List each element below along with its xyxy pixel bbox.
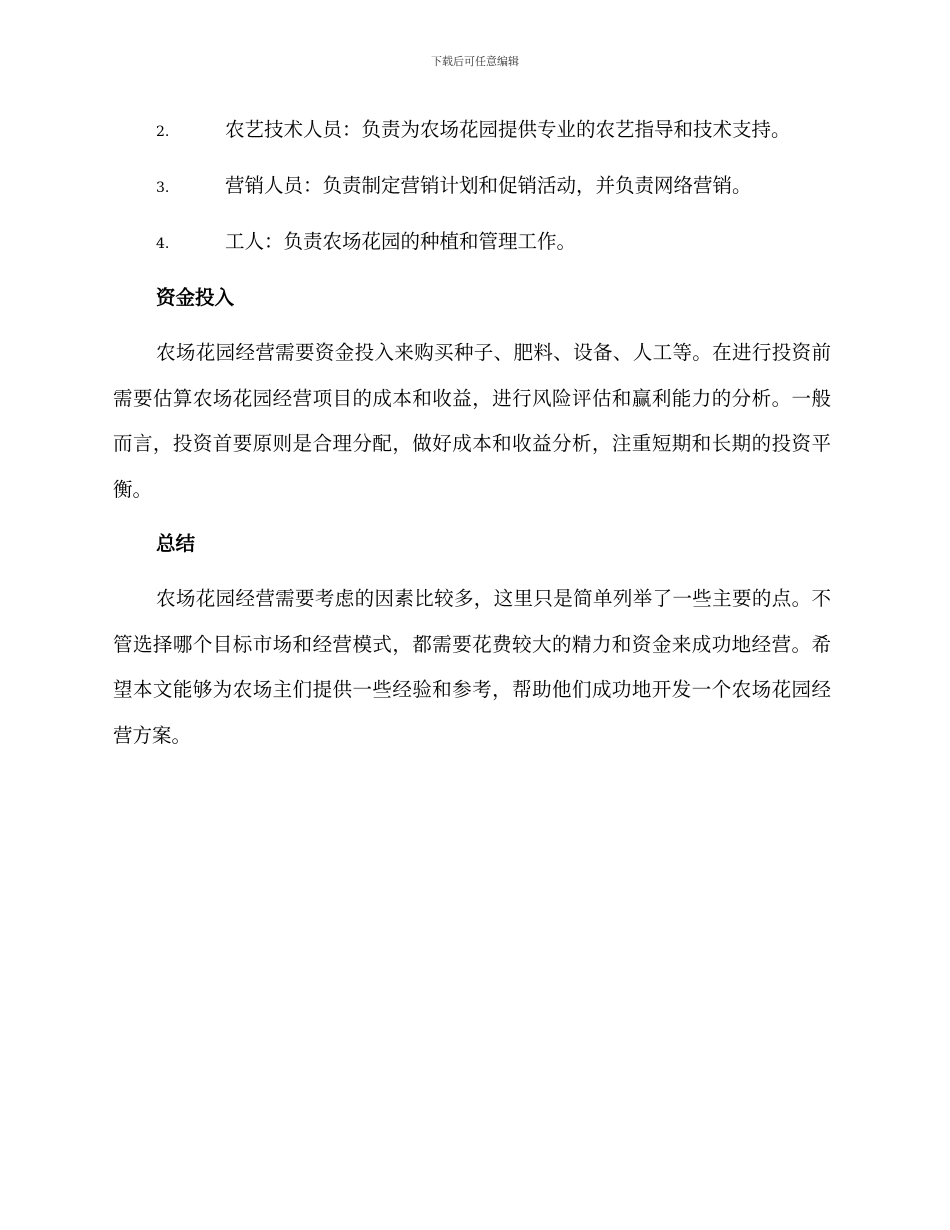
- list-item-number: 3.: [156, 180, 170, 196]
- list-item: [113, 108, 831, 154]
- list-item-text: 农艺技术人员：负责为农场花园提供专业的农艺指导和技术支持。: [225, 118, 791, 141]
- list-item-number: 2.: [156, 124, 170, 140]
- list-item-text: 工人：负责农场花园的种植和管理工作。: [225, 230, 577, 253]
- document-body: [113, 108, 831, 768]
- list-item: [113, 164, 831, 210]
- list-item-number: 4.: [156, 236, 170, 252]
- list-item: [113, 220, 831, 266]
- page-header: 下载后可任意编辑: [431, 55, 519, 68]
- section-heading-summary: 总结: [156, 532, 196, 555]
- section-heading-funding: 资金投入: [156, 286, 235, 309]
- section-paragraph-summary: 农场花园经营需要考虑的因素比较多，这里只是简单列举了一些主要的点。不管选择哪个目标市场和经营模式，都需要花费较大的精力和资金来成功地经营。希望本文能够为农场主们提供一些经验和参考，帮助他们成功地开发一个农场花园经营方案。: [113, 587, 831, 747]
- section-paragraph-funding: 农场花园经营需要资金投入来购买种子、肥料、设备、人工等。在进行投资前需要估算农场花园经营项目的成本和收益，进行风险评估和赢利能力的分析。一般而言，投资首要原则是合理分配，做好成本和收益分析，注重短期和长期的投资平衡。: [113, 341, 831, 501]
- list-item-text: 营销人员：负责制定营销计划和促销活动，并负责网络营销。: [225, 174, 752, 197]
